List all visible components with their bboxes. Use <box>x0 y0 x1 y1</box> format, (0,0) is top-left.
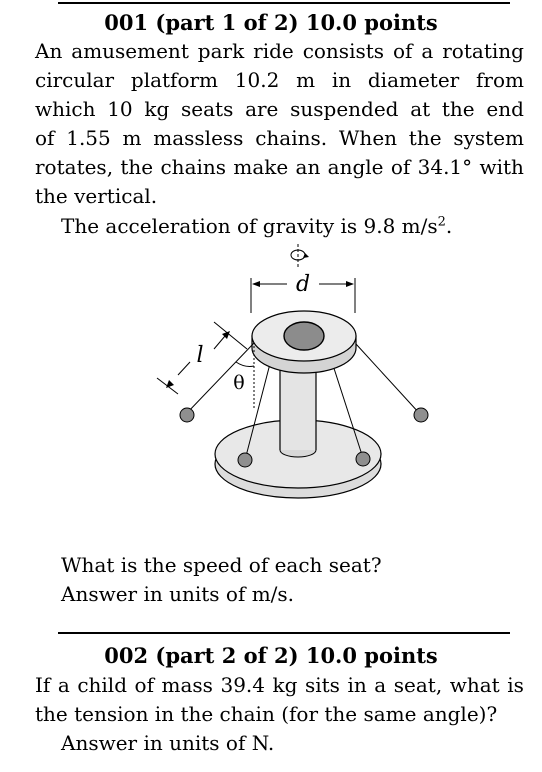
word: of <box>392 39 413 63</box>
word: platform <box>130 68 219 92</box>
word: amusement <box>71 39 189 63</box>
word: 34.1° <box>417 155 473 179</box>
word: the <box>441 97 475 121</box>
word: a <box>374 673 387 697</box>
word: from <box>476 68 524 92</box>
separator-rule <box>58 632 510 634</box>
statement-line <box>35 153 524 182</box>
problem-1-statement <box>35 37 524 211</box>
rotating-ride-figure <box>0 238 542 538</box>
word: what <box>449 673 500 697</box>
word: an <box>295 155 321 179</box>
word: at <box>410 97 431 121</box>
statement-line <box>35 124 524 153</box>
word: chains. <box>255 126 328 150</box>
word: of <box>390 155 411 179</box>
word: diameter <box>367 68 460 92</box>
answer-units-2: Answer in units of N. <box>61 731 275 755</box>
statement-line <box>35 37 524 66</box>
seat <box>414 408 428 422</box>
seat <box>356 452 370 466</box>
word: with <box>479 155 524 179</box>
label-theta: θ <box>233 372 245 394</box>
word: child <box>77 673 127 697</box>
word: in <box>331 68 352 92</box>
word: the <box>408 126 442 150</box>
word: rotating <box>442 39 524 63</box>
word: of <box>134 673 154 697</box>
word: is <box>507 673 524 697</box>
problem-1-heading: 001 (part 1 of 2) 10.0 points <box>104 10 438 35</box>
word: m <box>296 68 316 92</box>
word: which <box>35 97 96 121</box>
word: consists <box>302 39 385 63</box>
word: kg <box>144 97 170 121</box>
word: angle <box>327 155 384 179</box>
word: suspended <box>290 97 399 121</box>
word: end <box>486 97 524 121</box>
problem-2-heading: 002 (part 2 of 2) 10.0 points <box>104 643 438 668</box>
word: rotates, <box>35 155 114 179</box>
word: kg <box>272 673 298 697</box>
word: m <box>122 126 142 150</box>
word: circular <box>35 68 115 92</box>
word: park <box>197 39 245 63</box>
statement-line: the tension in the chain (for the same angle)? <box>35 702 498 726</box>
statement-line <box>35 66 524 95</box>
word: sits <box>304 673 340 697</box>
question-1: What is the speed of each seat? <box>61 553 382 577</box>
word: mass <box>161 673 213 697</box>
word: of <box>35 126 55 150</box>
word: ride <box>253 39 294 63</box>
angle-arc <box>236 362 254 367</box>
word: 10.2 <box>234 68 280 92</box>
answer-units-1: Answer in units of m/s. <box>61 582 295 606</box>
rotating-platform <box>252 311 356 373</box>
chain <box>356 344 420 414</box>
statement-line: the vertical. <box>35 184 158 208</box>
word: 39.4 <box>220 673 265 697</box>
word: massless <box>153 126 244 150</box>
word: are <box>245 97 279 121</box>
word: If <box>35 673 51 697</box>
word: a <box>421 39 434 63</box>
rotation-axis-icon <box>291 244 309 268</box>
statement-line <box>35 671 524 700</box>
top-rule <box>58 2 510 4</box>
word: seats <box>181 97 234 121</box>
word: in <box>347 673 367 697</box>
word: chains <box>160 155 227 179</box>
gravity-statement: The acceleration of gravity is 9.8 $m/s^2$. <box>61 214 453 238</box>
word: a <box>57 673 70 697</box>
word: 10 <box>107 97 133 121</box>
label-l: l <box>196 343 204 368</box>
label-d: d <box>295 272 311 297</box>
word: seat, <box>393 673 443 697</box>
word: the <box>120 155 154 179</box>
word: An <box>35 39 63 63</box>
word: When <box>338 126 398 150</box>
seat <box>238 453 252 467</box>
word: make <box>233 155 289 179</box>
problem-2-statement <box>35 671 524 729</box>
word: 1.55 <box>66 126 111 150</box>
word: system <box>453 126 524 150</box>
statement-line <box>35 95 524 124</box>
seat <box>180 408 194 422</box>
